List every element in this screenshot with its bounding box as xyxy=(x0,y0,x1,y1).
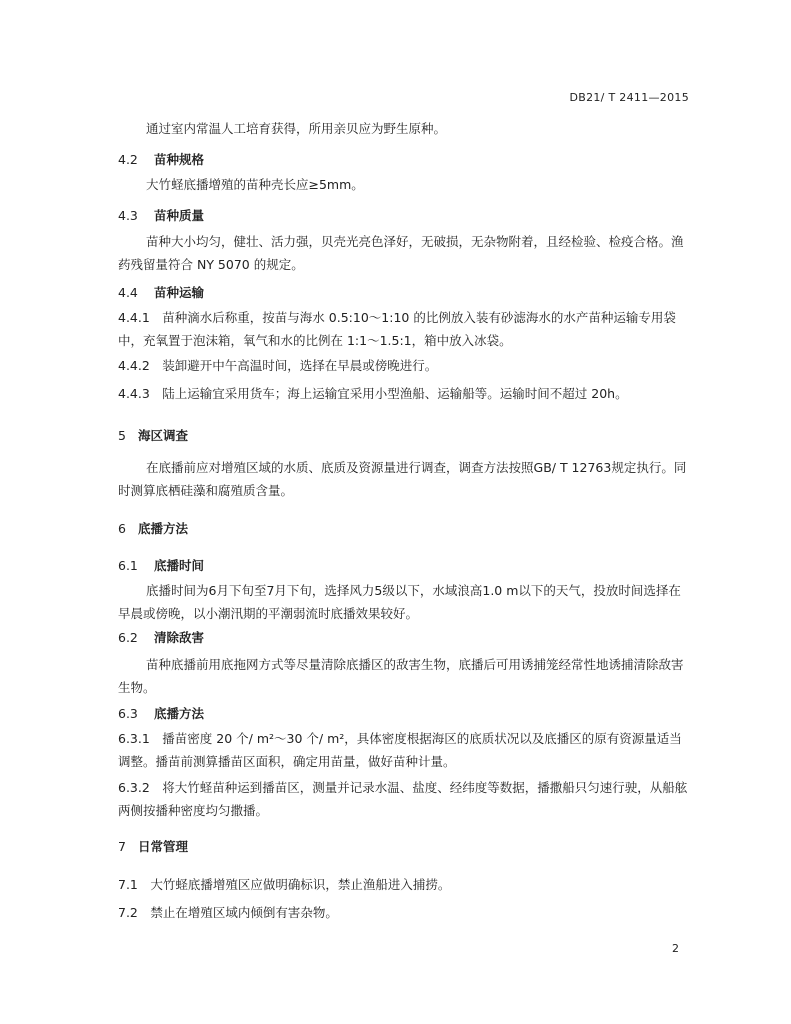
paragraph-6-2: 苗种底播前用底拖网方式等尽量清除底播区的敌害生物，底播后可用诱捕笼经常性地诱捕清除敌害生物。 xyxy=(118,657,684,695)
page-number: 2 xyxy=(672,942,679,955)
heading-number: 6.3 xyxy=(118,706,138,721)
heading-title: 日常管理 xyxy=(138,839,189,854)
paragraph-6-3-1: 6.3.1 播苗密度 20 个/ m²～30 个/ m²，具体密度根据海区的底质状况以及底播区的原有资源量适当调整。播苗前测算播苗区面积，确定用苗量，做好苗种计量。 xyxy=(118,731,682,769)
heading-title: 苗种质量 xyxy=(154,208,205,223)
heading-6 xyxy=(118,519,188,537)
paragraph-4-2: 大竹蛏底播增殖的苗种壳长应≥5mm。 xyxy=(146,177,364,192)
heading-number: 6 xyxy=(118,521,126,536)
paragraph-7-1: 7.1 大竹蛏底播增殖区应做明确标识，禁止渔船进入捕捞。 xyxy=(118,877,451,892)
heading-4-2 xyxy=(118,150,204,168)
heading-title: 底播方法 xyxy=(154,706,205,721)
heading-5 xyxy=(118,426,188,444)
paragraph-7-2: 7.2 禁止在增殖区域内倾倒有害杂物。 xyxy=(118,905,338,920)
heading-title: 海区调查 xyxy=(138,428,189,443)
heading-title: 底播时间 xyxy=(154,558,205,573)
heading-6-1 xyxy=(118,556,204,574)
paragraph-4-4-1: 4.4.1 苗种滴水后称重，按苗与海水 0.5:10～1:10 的比例放入装有砂滤海水的水产苗种运输专用袋中，充氧置于泡沫箱，氧气和水的比例在 1:1～1.5:1，箱中放入冰袋。 xyxy=(118,310,676,348)
heading-title: 苗种运输 xyxy=(154,285,205,300)
heading-number: 5 xyxy=(118,428,126,443)
heading-title: 苗种规格 xyxy=(154,152,205,167)
heading-6-3 xyxy=(118,704,204,722)
heading-title: 清除敌害 xyxy=(154,630,205,645)
heading-number: 6.2 xyxy=(118,630,138,645)
paragraph-6-1: 底播时间为6月下旬至7月下旬，选择风力5级以下，水域浪高1.0 m以下的天气，投放时间选择在早晨或傍晚，以小潮汛期的平潮弱流时底播效果较好。 xyxy=(118,583,681,621)
paragraph-4-4-2: 4.4.2 装卸避开中午高温时间，选择在早晨或傍晚进行。 xyxy=(118,358,438,373)
heading-number: 6.1 xyxy=(118,558,138,573)
heading-number: 4.3 xyxy=(118,208,138,223)
paragraph-4-4-3: 4.4.3 陆上运输宜采用货车；海上运输宜采用小型渔船、运输船等。运输时间不超过 20h。 xyxy=(118,386,628,401)
paragraph-seed-source: 通过室内常温人工培育获得，所用亲贝应为野生原种。 xyxy=(146,121,447,136)
heading-4-4 xyxy=(118,283,204,301)
heading-title: 底播方法 xyxy=(138,521,189,536)
heading-number: 7 xyxy=(118,839,126,854)
paragraph-6-3-2: 6.3.2 将大竹蛏苗种运到播苗区，测量并记录水温、盐度、经纬度等数据，播撒船只匀速行驶，从船舷两侧按播种密度均匀撒播。 xyxy=(118,780,688,818)
heading-number: 4.4 xyxy=(118,285,138,300)
heading-6-2 xyxy=(118,628,204,646)
standard-number: DB21/ T 2411—2015 xyxy=(569,91,689,104)
heading-number: 4.2 xyxy=(118,152,138,167)
heading-7 xyxy=(118,837,188,855)
paragraph-5: 在底播前应对增殖区域的水质、底质及资源量进行调查，调查方法按照GB/ T 12763规定执行。同时测算底栖硅藻和腐殖质含量。 xyxy=(118,460,687,498)
heading-4-3 xyxy=(118,206,204,224)
paragraph-4-3: 苗种大小均匀，健壮、活力强，贝壳光亮色泽好，无破损，无杂物附着，且经检验、检疫合格。渔药残留量符合 NY 5070 的规定。 xyxy=(118,234,684,272)
